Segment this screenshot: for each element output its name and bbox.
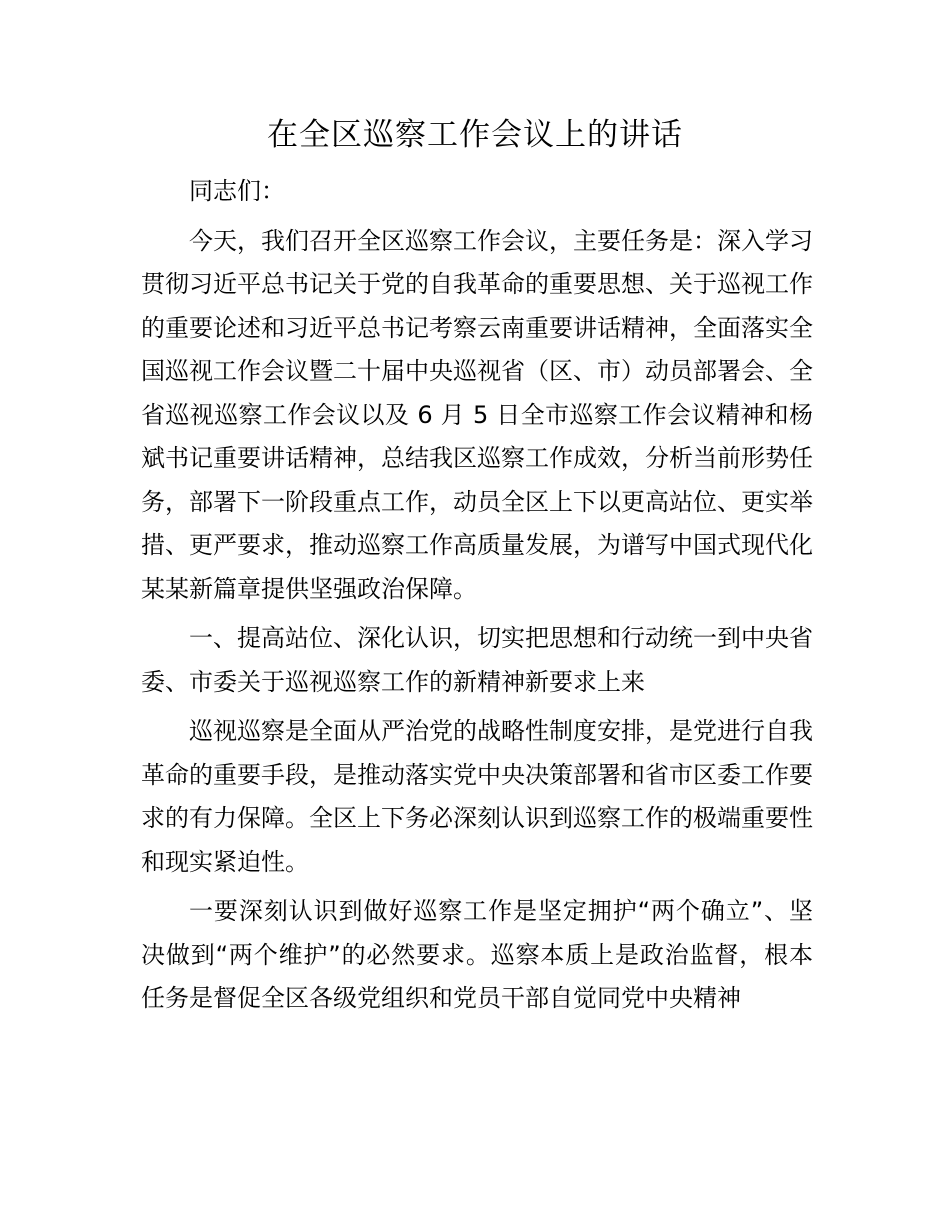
section-heading-1: 一、提高站位、深化认识，切实把思想和行动统一到中央省委、市委关于巡视巡察工作的新精神新要求上来 (141, 624, 813, 696)
document-body (141, 170, 813, 1027)
paragraph-body: 一要深刻认识到做好巡察工作是坚定拥护“两个确立”、坚决做到“两个维护”的必然要求。巡察本质上是政治监督，根本任务是督促全区各级党组织和党员干部自觉同党中央精神 (141, 897, 813, 1012)
document-title: 在全区巡察工作会议上的讲话 (267, 117, 683, 153)
paragraph-body: 巡视巡察是全面从严治党的战略性制度安排，是党进行自我革命的重要手段，是推动落实党中央决策部署和省市区委工作要求的有力保障。全区上下务必深刻认识到巡察工作的极端重要性和现实紧迫性。 (141, 717, 813, 876)
paragraph-intro: 今天，我们召开全区巡察工作会议，主要任务是：深入学习贯彻习近平总书记关于党的自我革命的重要思想、关于巡视工作的重要论述和习近平总书记考察云南重要讲话精神，全面落实全国巡视工作会议暨二十届中央巡视省（区、市）动员部署会、全省巡视巡察工作会议以及 6 月 5 日全市巡察工作会议精神和杨斌书记重要讲话精神，总结我区巡察工作成效，分析当前形势任务，部署下一阶段重点工作，动员全区上下以更高站位、更实举措、更严要求，推动巡察工作高质量发展，为谱写中国式现代化某某新篇章提供坚强政治保障。 (141, 226, 813, 603)
salutation: 同志们： (189, 177, 285, 205)
